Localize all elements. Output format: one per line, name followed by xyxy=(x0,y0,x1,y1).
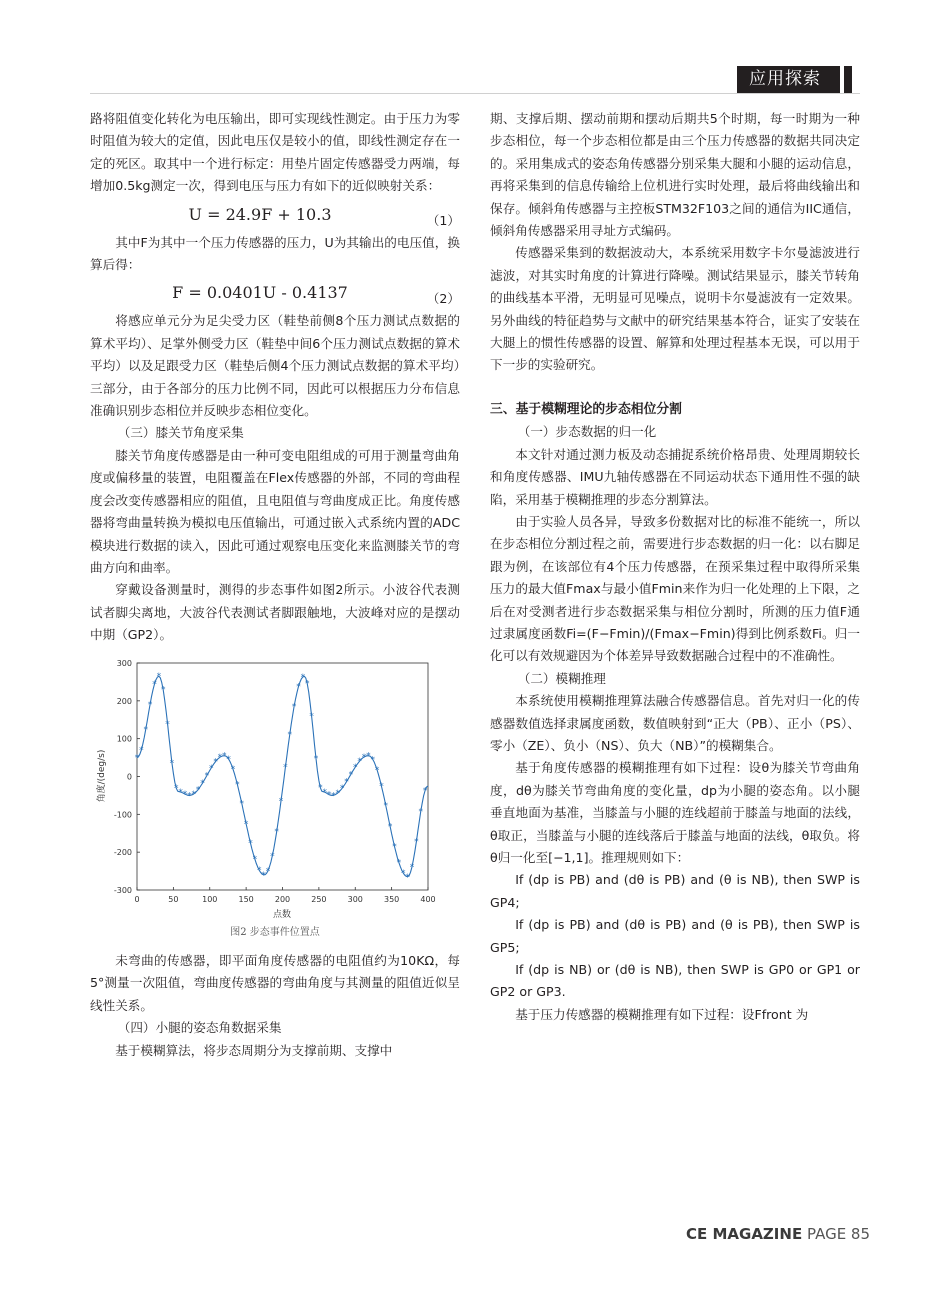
data-point: * xyxy=(291,701,297,712)
y-tick-label: -200 xyxy=(113,847,132,857)
data-point: * xyxy=(256,865,262,876)
data-point: * xyxy=(326,790,332,801)
data-point: * xyxy=(134,753,140,764)
y-tick-label: 200 xyxy=(116,696,132,706)
data-point: * xyxy=(361,752,367,763)
y-tick-label: -300 xyxy=(113,885,132,895)
data-point: * xyxy=(200,778,205,789)
left-paragraph-3: 将感应单元分为足尖受力区（鞋垫前侧8个压力测试点数据的算术平均）、足掌外侧受力区（鞋垫中间6个压力测试点数据的算术平均）以及足跟受力区（鞋垫后侧4个压力测试点数据的算术平均）三部分，由于各部分的压力比例不同，因此可以根据压力分布信息准确识别步态相位并反映步态相位变化。 xyxy=(90,313,460,419)
data-point: * xyxy=(401,868,406,879)
left-paragraph-7: 基于模糊算法，将步态周期分为支撑前期、支撑中 xyxy=(115,1042,393,1058)
data-point: * xyxy=(387,822,393,833)
plot-frame xyxy=(134,663,428,890)
right-paragraph-2: 传感器采集到的数据波动大，本系统采用数字卡尔曼滤波进行滤波，对其实时角度的计算进行降噪。测试结果显示，膝关节转角的曲线基本平滑，无明显可见噪点，说明卡尔曼滤波有一定效果。另外曲线的特征趋势与文献中的研究结果基本符合，证实了安装在大腿上的惯性传感器的设置、解算和处理过程基本无误，可以用于下一步的实验研究。 xyxy=(490,245,860,373)
data-point: * xyxy=(313,754,319,765)
y-tick-label: 300 xyxy=(116,658,132,668)
section-tag-notch xyxy=(840,66,844,93)
data-point: * xyxy=(322,787,327,798)
data-point: * xyxy=(348,769,354,780)
data-point: * xyxy=(165,719,170,730)
rule-3: If (dp is NB) or (dθ is NB), then SWP is GP0 or GP1 or GP2 or GP3. xyxy=(490,962,860,1000)
data-point: * xyxy=(344,777,349,788)
data-point: * xyxy=(370,754,375,765)
data-point: * xyxy=(174,783,179,794)
data-point: * xyxy=(383,801,389,812)
data-point: * xyxy=(156,671,162,682)
figure-2 xyxy=(90,655,460,920)
data-point: * xyxy=(366,751,371,762)
data-point: * xyxy=(422,785,428,796)
data-point: * xyxy=(152,679,157,690)
section-heading-3: 三、基于模糊理论的步态相位分割 xyxy=(490,401,682,417)
data-point: * xyxy=(213,757,218,768)
data-point: * xyxy=(169,758,175,769)
data-point: * xyxy=(139,745,144,756)
left-paragraph-4: 膝关节角度传感器是由一种可变电阻组成的可用于测量弯曲角度或偏移量的装置，电阻覆盖在Flex传感器的外部，不同的弯曲程度会改变传感器相应的阻值，且电阻值与弯曲度成正比。角度传感器将弯曲量转换为模拟电压值输出，可通过嵌入式系统内置的ADC模块进行数据的读入，因此可通过观察电压变化来监测膝关节的弯曲方向和曲率。 xyxy=(90,447,460,575)
data-point: * xyxy=(405,872,410,883)
data-point: * xyxy=(409,862,415,873)
data-point: * xyxy=(396,858,402,869)
right-paragraph-1: 期、支撑后期、摆动前期和摆动后期共5个时期，每一时期为一种步态相位，每一个步态相位都是由三个压力传感器的数据共同决定的。采用集成式的姿态角传感器分别采集大腿和小腿的运动信息，再将采集到的信息传输给上位机进行实时处理，最后将曲线输出和保存。倾斜角传感器与主控板STM32F103之间的通信为IIC通信，倾斜角传感器采用寻址方式编码。 xyxy=(490,111,860,239)
data-point: * xyxy=(222,751,227,762)
heading-shank-attitude: （四）小腿的姿态角数据采集 xyxy=(117,1020,282,1036)
data-point: * xyxy=(217,752,223,763)
x-tick-label: 300 xyxy=(347,894,363,904)
page-number: PAGE 85 xyxy=(806,1225,871,1243)
data-point: * xyxy=(274,827,279,838)
heading-fuzzy-inference: （二）模糊推理 xyxy=(517,670,606,686)
data-point: * xyxy=(296,681,301,692)
right-paragraph-5: 本系统使用模糊推理算法融合传感器信息。首先对归一化的传感器数值选择隶属度函数，数值映射到“正大（PB）、正小（PS）、零小（ZE）、负小（NS）、负大（NB）”的模糊集合。 xyxy=(490,693,860,753)
x-axis-label: 点数 xyxy=(272,909,292,920)
data-point: * xyxy=(304,678,310,689)
data-point: * xyxy=(265,866,271,877)
data-point: * xyxy=(187,790,192,801)
left-paragraph-5: 穿戴设备测量时，测得的步态事件如图2所示。小波谷代表测试者脚尖离地，大波谷代表测试者脚跟触地，大波峰对应的是摆动中期（GP2）。 xyxy=(90,582,460,643)
section-title: 应用探索 xyxy=(749,69,821,89)
formula-1-number: （1） xyxy=(426,212,460,228)
data-point: * xyxy=(353,762,358,773)
data-point: * xyxy=(195,785,201,796)
right-column xyxy=(490,108,860,1026)
x-tick-label: 150 xyxy=(238,894,254,904)
magazine-name: CE MAGAZINE xyxy=(686,1225,803,1243)
y-tick-label: -100 xyxy=(113,809,132,819)
x-tick-label: 50 xyxy=(168,894,179,904)
data-point: * xyxy=(418,807,423,818)
data-point: * xyxy=(226,754,231,765)
data-point: * xyxy=(235,780,240,791)
data-point: * xyxy=(335,788,341,799)
x-tick-label: 250 xyxy=(311,894,327,904)
data-point: * xyxy=(191,789,196,800)
x-tick-label: 350 xyxy=(383,894,400,904)
y-tick-label: 100 xyxy=(116,734,132,744)
formula-2 xyxy=(90,276,460,310)
header-divider xyxy=(90,93,860,94)
data-point: * xyxy=(339,783,345,794)
heading-normalization: （一）步态数据的归一化 xyxy=(517,424,657,440)
left-paragraph-1: 路将阻值变化转化为电压输出，即可实现线性测定。由于压力为零时阻值为较大的定值，因此电压仅是较小的值，即线性测定存在一定的死区。取其中一个进行标定：用垫片固定传感器受力两端，每增加0.5kg测定一次，得到电压与压力有如下的近似映射关系： xyxy=(90,111,460,194)
section-tag xyxy=(737,66,852,93)
data-point: * xyxy=(270,851,275,862)
data-point: * xyxy=(309,711,314,722)
figure-caption: 图2 步态事件位置点 xyxy=(230,926,320,938)
x-tick-label: 200 xyxy=(274,894,291,904)
data-point: * xyxy=(147,699,153,710)
x-tick-label: 400 xyxy=(420,894,436,904)
right-paragraph-7: 基于压力传感器的模糊推理有如下过程：设Ffront 为 xyxy=(515,1006,809,1022)
left-paragraph-2: 其中F为其中一个压力传感器的压力，U为其输出的电压值，换算后得： xyxy=(90,234,460,273)
right-paragraph-3: 本文针对通过测力板及动态捕捉系统价格昂贵、处理周期较长和角度传感器、IMU九轴传感器在不同运动状态下通用性不强的缺陷，采用基于模糊推理的步态分割算法。 xyxy=(490,446,860,507)
left-paragraph-6: 未弯曲的传感器，即平面角度传感器的电阻值约为10KΩ，每5°测量一次阻值，弯曲度传感器的弯曲角度与其测量的阻值近似呈线性关系。 xyxy=(90,952,460,1013)
formula-2-expr: F = 0.0401U - 0.4137 xyxy=(172,283,348,303)
data-point: * xyxy=(178,787,183,798)
data-point: * xyxy=(160,685,166,696)
data-point: * xyxy=(287,729,293,740)
x-tick-label: 100 xyxy=(202,894,218,904)
data-point: * xyxy=(204,771,210,782)
data-point: * xyxy=(283,762,288,773)
data-point: * xyxy=(182,789,188,800)
data-point: * xyxy=(392,842,397,853)
right-paragraph-4: 由于实验人员各异，导致多份数据对比的标准不能统一，所以在步态相位分割过程之前，需要进行步态数据的归一化：以右脚足跟为例，在该部位有4个压力传感器，在预采集过程中取得所采集压力的最大值Fmax与最小值Fmin来作为归一化处理的上下限，之后在对受测者进行步态数据采集与相位分割时，所测的压力值F通过隶属度函数Fi=(F−Fmin)/(Fmax−Fmin)得到比例系数Fi。归一化可以有效规避因为个体差异导致数据融合过程中的不准确性。 xyxy=(490,513,860,664)
formula-1-expr: U = 24.9F + 10.3 xyxy=(188,204,332,224)
data-point: * xyxy=(318,783,323,794)
page-footer xyxy=(686,1225,870,1243)
data-point: * xyxy=(261,870,266,881)
data-point: * xyxy=(143,725,148,736)
gait-event-chart xyxy=(90,655,460,920)
data-point: * xyxy=(252,854,258,865)
x-tick-label: 0 xyxy=(134,894,140,904)
data-point: * xyxy=(278,796,284,807)
data-point: * xyxy=(374,765,380,776)
data-point: * xyxy=(243,819,249,830)
y-axis-label: 角度/(deg/s) xyxy=(97,749,107,802)
heading-knee-angle: （三）膝关节角度采集 xyxy=(117,425,244,441)
formula-1 xyxy=(90,198,460,232)
data-point: * xyxy=(357,756,362,767)
data-point: * xyxy=(300,672,306,683)
formula-2-number: （2） xyxy=(426,291,460,307)
rule-2: If (dp is PB) and (dθ is PB) and (θ is PB), then SWP is GP5; xyxy=(490,917,860,955)
data-point: * xyxy=(230,764,236,775)
y-tick-label: 0 xyxy=(126,772,132,782)
left-column xyxy=(90,108,460,1062)
data-point: * xyxy=(208,763,214,774)
data-point: * xyxy=(248,838,253,849)
right-paragraph-6: 基于角度传感器的模糊推理有如下过程：设θ为膝关节弯曲角度，dθ为膝关节弯曲角度的变化量，dp为小腿的姿态角。以小腿垂直地面为基准，当膝盖与小腿的连线超前于膝盖与地面的法线，θ取正，当膝盖与小腿的连线落后于膝盖与地面的法线，θ取负。将θ归一化至[−1,1]。推理规则如下： xyxy=(490,760,860,865)
data-point: * xyxy=(239,798,245,809)
data-point: * xyxy=(414,836,419,847)
rule-1: If (dp is PB) and (dθ is PB) and (θ is NB), then SWP is GP4; xyxy=(490,872,860,910)
data-point: * xyxy=(331,790,336,801)
data-point: * xyxy=(379,781,384,792)
